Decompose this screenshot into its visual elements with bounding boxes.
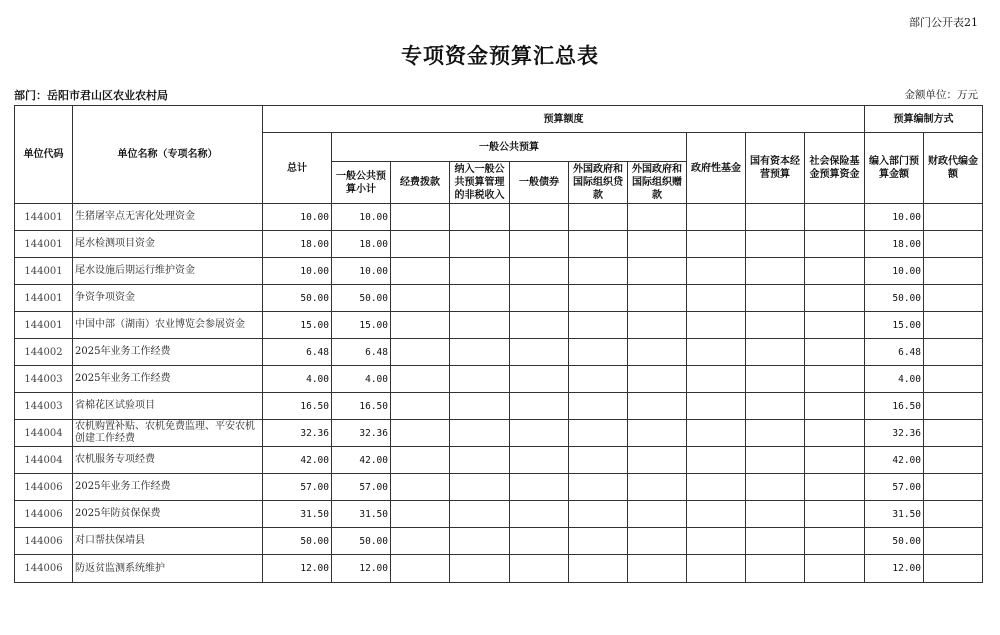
cell-empty <box>805 393 865 420</box>
cell-gp-subtotal: 10.00 <box>332 258 391 285</box>
table-row <box>15 420 983 447</box>
cell-empty <box>510 204 569 231</box>
cell-empty <box>746 555 805 583</box>
cell-empty <box>391 258 450 285</box>
cell-empty <box>746 231 805 258</box>
cell-empty <box>569 204 628 231</box>
cell-dept-compiled: 10.00 <box>865 258 924 285</box>
cell-empty <box>924 231 983 258</box>
cell-dept-compiled: 4.00 <box>865 366 924 393</box>
cell-empty <box>687 258 746 285</box>
cell-empty <box>687 285 746 312</box>
cell-unit-name: 生猪屠宰点无害化处理资金 <box>73 204 263 231</box>
cell-total: 57.00 <box>263 474 332 501</box>
cell-gp-subtotal: 10.00 <box>332 204 391 231</box>
cell-empty <box>391 366 450 393</box>
cell-gp-subtotal: 50.00 <box>332 528 391 555</box>
cell-dept-compiled: 15.00 <box>865 312 924 339</box>
cell-empty <box>510 285 569 312</box>
cell-empty <box>569 420 628 447</box>
table-row <box>15 555 983 583</box>
cell-dept-compiled: 42.00 <box>865 447 924 474</box>
table-row <box>15 204 983 231</box>
cell-empty <box>687 312 746 339</box>
table-row <box>15 501 983 528</box>
cell-empty <box>687 501 746 528</box>
cell-empty <box>805 366 865 393</box>
table-row <box>15 285 983 312</box>
table-row <box>15 231 983 258</box>
table-row <box>15 339 983 366</box>
cell-empty <box>628 231 687 258</box>
cell-gp-subtotal: 42.00 <box>332 447 391 474</box>
cell-gp-subtotal: 32.36 <box>332 420 391 447</box>
amount-unit-label: 金额单位：万元 <box>904 89 978 101</box>
cell-empty <box>628 447 687 474</box>
cell-empty <box>510 366 569 393</box>
cell-empty <box>746 312 805 339</box>
cell-empty <box>391 528 450 555</box>
cell-unit-code: 144006 <box>15 528 73 555</box>
cell-unit-name: 对口帮扶保靖县 <box>73 528 263 555</box>
form-number: 部门公开表21 <box>909 16 978 29</box>
cell-empty <box>391 501 450 528</box>
cell-empty <box>510 393 569 420</box>
cell-empty <box>569 231 628 258</box>
cell-empty <box>805 231 865 258</box>
header-non-tax-income: 纳入一般公共预算管理的非税收入 <box>450 162 510 204</box>
cell-empty <box>450 285 510 312</box>
cell-empty <box>510 231 569 258</box>
cell-empty <box>805 501 865 528</box>
cell-unit-name: 尾水设施后期运行维护资金 <box>73 258 263 285</box>
cell-total: 42.00 <box>263 447 332 474</box>
cell-total: 18.00 <box>263 231 332 258</box>
cell-unit-code: 144006 <box>15 474 73 501</box>
cell-dept-compiled: 32.36 <box>865 420 924 447</box>
header-gp-subtotal: 一般公共预算小计 <box>332 162 391 204</box>
cell-dept-compiled: 10.00 <box>865 204 924 231</box>
table-row <box>15 366 983 393</box>
cell-empty <box>805 420 865 447</box>
cell-empty <box>391 312 450 339</box>
page-title: 专项资金预算汇总表 <box>401 43 599 68</box>
cell-empty <box>510 528 569 555</box>
cell-empty <box>687 555 746 583</box>
cell-empty <box>569 501 628 528</box>
cell-empty <box>924 393 983 420</box>
cell-empty <box>805 339 865 366</box>
cell-empty <box>687 447 746 474</box>
cell-gp-subtotal: 31.50 <box>332 501 391 528</box>
cell-empty <box>450 312 510 339</box>
header-state-capital: 国有资本经营预算 <box>746 133 805 204</box>
cell-unit-name: 防返贫监测系统维护 <box>73 555 263 583</box>
cell-empty <box>805 204 865 231</box>
cell-empty <box>628 393 687 420</box>
cell-gp-subtotal: 6.48 <box>332 339 391 366</box>
cell-empty <box>746 528 805 555</box>
cell-gp-subtotal: 18.00 <box>332 231 391 258</box>
cell-empty <box>924 528 983 555</box>
cell-empty <box>924 555 983 583</box>
cell-unit-code: 144006 <box>15 555 73 583</box>
cell-gp-subtotal: 12.00 <box>332 555 391 583</box>
cell-empty <box>805 447 865 474</box>
cell-unit-name: 2025年防贫保保费 <box>73 501 263 528</box>
cell-empty <box>510 312 569 339</box>
cell-unit-code: 144001 <box>15 312 73 339</box>
cell-empty <box>628 420 687 447</box>
cell-total: 15.00 <box>263 312 332 339</box>
cell-empty <box>391 447 450 474</box>
cell-unit-name: 争资争项资金 <box>73 285 263 312</box>
cell-empty <box>924 474 983 501</box>
cell-empty <box>628 258 687 285</box>
cell-empty <box>746 204 805 231</box>
header-general-bonds: 一般债券 <box>510 162 569 204</box>
cell-gp-subtotal: 57.00 <box>332 474 391 501</box>
cell-empty <box>450 258 510 285</box>
cell-empty <box>628 528 687 555</box>
cell-total: 32.36 <box>263 420 332 447</box>
cell-empty <box>924 420 983 447</box>
cell-empty <box>805 258 865 285</box>
department-label: 部门：岳阳市君山区农业农村局 <box>14 89 168 102</box>
cell-empty <box>450 339 510 366</box>
cell-empty <box>687 204 746 231</box>
header-foreign-grants: 外国政府和国际组织赠款 <box>628 162 687 204</box>
cell-empty <box>450 366 510 393</box>
cell-dept-compiled: 50.00 <box>865 528 924 555</box>
cell-empty <box>687 420 746 447</box>
cell-empty <box>805 555 865 583</box>
cell-empty <box>687 231 746 258</box>
cell-total: 4.00 <box>263 366 332 393</box>
cell-empty <box>391 474 450 501</box>
cell-total: 50.00 <box>263 285 332 312</box>
header-dept-compiled: 编入部门预算金额 <box>865 133 924 204</box>
cell-empty <box>805 474 865 501</box>
cell-unit-name: 尾水检测项目资金 <box>73 231 263 258</box>
cell-empty <box>628 555 687 583</box>
header-finance-compiled: 财政代编金额 <box>924 133 983 204</box>
table-row <box>15 528 983 555</box>
cell-unit-code: 144003 <box>15 366 73 393</box>
cell-empty <box>924 366 983 393</box>
cell-unit-code: 144004 <box>15 447 73 474</box>
cell-empty <box>924 339 983 366</box>
cell-empty <box>450 231 510 258</box>
cell-gp-subtotal: 16.50 <box>332 393 391 420</box>
cell-empty <box>746 339 805 366</box>
cell-empty <box>924 447 983 474</box>
cell-empty <box>391 285 450 312</box>
cell-total: 12.00 <box>263 555 332 583</box>
header-gov-fund: 政府性基金 <box>687 133 746 204</box>
cell-empty <box>510 474 569 501</box>
cell-unit-code: 144001 <box>15 258 73 285</box>
cell-empty <box>924 312 983 339</box>
cell-unit-code: 144002 <box>15 339 73 366</box>
cell-empty <box>391 231 450 258</box>
cell-empty <box>924 285 983 312</box>
cell-empty <box>569 447 628 474</box>
cell-dept-compiled: 18.00 <box>865 231 924 258</box>
cell-empty <box>746 501 805 528</box>
cell-empty <box>628 204 687 231</box>
cell-empty <box>569 258 628 285</box>
cell-empty <box>569 393 628 420</box>
cell-dept-compiled: 12.00 <box>865 555 924 583</box>
cell-unit-code: 144006 <box>15 501 73 528</box>
cell-empty <box>510 555 569 583</box>
cell-total: 16.50 <box>263 393 332 420</box>
cell-empty <box>391 339 450 366</box>
cell-empty <box>391 204 450 231</box>
cell-total: 31.50 <box>263 501 332 528</box>
table-row <box>15 447 983 474</box>
header-unit-name: 单位名称（专项名称） <box>73 106 263 204</box>
cell-empty <box>746 285 805 312</box>
cell-empty <box>628 285 687 312</box>
cell-empty <box>746 393 805 420</box>
cell-empty <box>628 339 687 366</box>
cell-dept-compiled: 57.00 <box>865 474 924 501</box>
cell-gp-subtotal: 50.00 <box>332 285 391 312</box>
cell-unit-name: 2025年业务工作经费 <box>73 366 263 393</box>
cell-empty <box>569 474 628 501</box>
cell-unit-code: 144001 <box>15 204 73 231</box>
cell-empty <box>746 474 805 501</box>
header-general-public-budget: 一般公共预算 <box>332 133 687 162</box>
cell-empty <box>450 474 510 501</box>
cell-empty <box>391 420 450 447</box>
cell-empty <box>746 258 805 285</box>
cell-total: 50.00 <box>263 528 332 555</box>
cell-unit-name: 省棉花区试验项目 <box>73 393 263 420</box>
cell-empty <box>569 312 628 339</box>
cell-empty <box>510 339 569 366</box>
cell-empty <box>450 528 510 555</box>
cell-unit-name: 2025年业务工作经费 <box>73 339 263 366</box>
budget-table <box>14 105 983 583</box>
header-social-insurance: 社会保险基金预算资金 <box>805 133 865 204</box>
cell-empty <box>450 204 510 231</box>
cell-empty <box>391 555 450 583</box>
cell-empty <box>687 339 746 366</box>
cell-empty <box>746 366 805 393</box>
cell-dept-compiled: 6.48 <box>865 339 924 366</box>
cell-unit-code: 144003 <box>15 393 73 420</box>
cell-empty <box>687 393 746 420</box>
header-budget-amount: 预算额度 <box>263 106 865 133</box>
header-unit-code: 单位代码 <box>15 106 73 204</box>
cell-empty <box>805 285 865 312</box>
cell-unit-code: 144004 <box>15 420 73 447</box>
cell-empty <box>628 501 687 528</box>
cell-empty <box>450 447 510 474</box>
cell-empty <box>510 447 569 474</box>
cell-empty <box>687 474 746 501</box>
cell-empty <box>569 339 628 366</box>
cell-empty <box>924 501 983 528</box>
cell-empty <box>805 528 865 555</box>
cell-empty <box>510 420 569 447</box>
cell-empty <box>510 258 569 285</box>
cell-unit-name: 农机购置补贴、农机免费监理、平安农机创建工作经费 <box>73 420 263 447</box>
header-compile-method: 预算编制方式 <box>865 106 983 133</box>
cell-empty <box>628 312 687 339</box>
cell-empty <box>924 258 983 285</box>
cell-empty <box>391 393 450 420</box>
header-funds-allocation: 经费拨款 <box>391 162 450 204</box>
cell-unit-name: 2025年业务工作经费 <box>73 474 263 501</box>
cell-empty <box>746 420 805 447</box>
cell-dept-compiled: 16.50 <box>865 393 924 420</box>
cell-empty <box>628 474 687 501</box>
cell-empty <box>746 447 805 474</box>
cell-total: 6.48 <box>263 339 332 366</box>
cell-unit-name: 中国中部（湖南）农业博览会参展资金 <box>73 312 263 339</box>
cell-empty <box>687 366 746 393</box>
cell-gp-subtotal: 15.00 <box>332 312 391 339</box>
table-row <box>15 393 983 420</box>
cell-empty <box>805 312 865 339</box>
cell-empty <box>628 366 687 393</box>
cell-empty <box>687 528 746 555</box>
cell-dept-compiled: 50.00 <box>865 285 924 312</box>
table-row <box>15 474 983 501</box>
cell-unit-code: 144001 <box>15 285 73 312</box>
cell-empty <box>924 204 983 231</box>
cell-empty <box>569 285 628 312</box>
table-row <box>15 312 983 339</box>
cell-empty <box>510 501 569 528</box>
cell-unit-name: 农机服务专项经费 <box>73 447 263 474</box>
cell-gp-subtotal: 4.00 <box>332 366 391 393</box>
cell-empty <box>569 366 628 393</box>
cell-empty <box>450 501 510 528</box>
cell-empty <box>450 555 510 583</box>
cell-empty <box>450 420 510 447</box>
cell-empty <box>450 393 510 420</box>
cell-dept-compiled: 31.50 <box>865 501 924 528</box>
table-row <box>15 258 983 285</box>
header-foreign-loans: 外国政府和国际组织贷款 <box>569 162 628 204</box>
header-total: 总计 <box>263 133 332 204</box>
cell-unit-code: 144001 <box>15 231 73 258</box>
cell-total: 10.00 <box>263 204 332 231</box>
cell-total: 10.00 <box>263 258 332 285</box>
cell-empty <box>569 528 628 555</box>
cell-empty <box>569 555 628 583</box>
